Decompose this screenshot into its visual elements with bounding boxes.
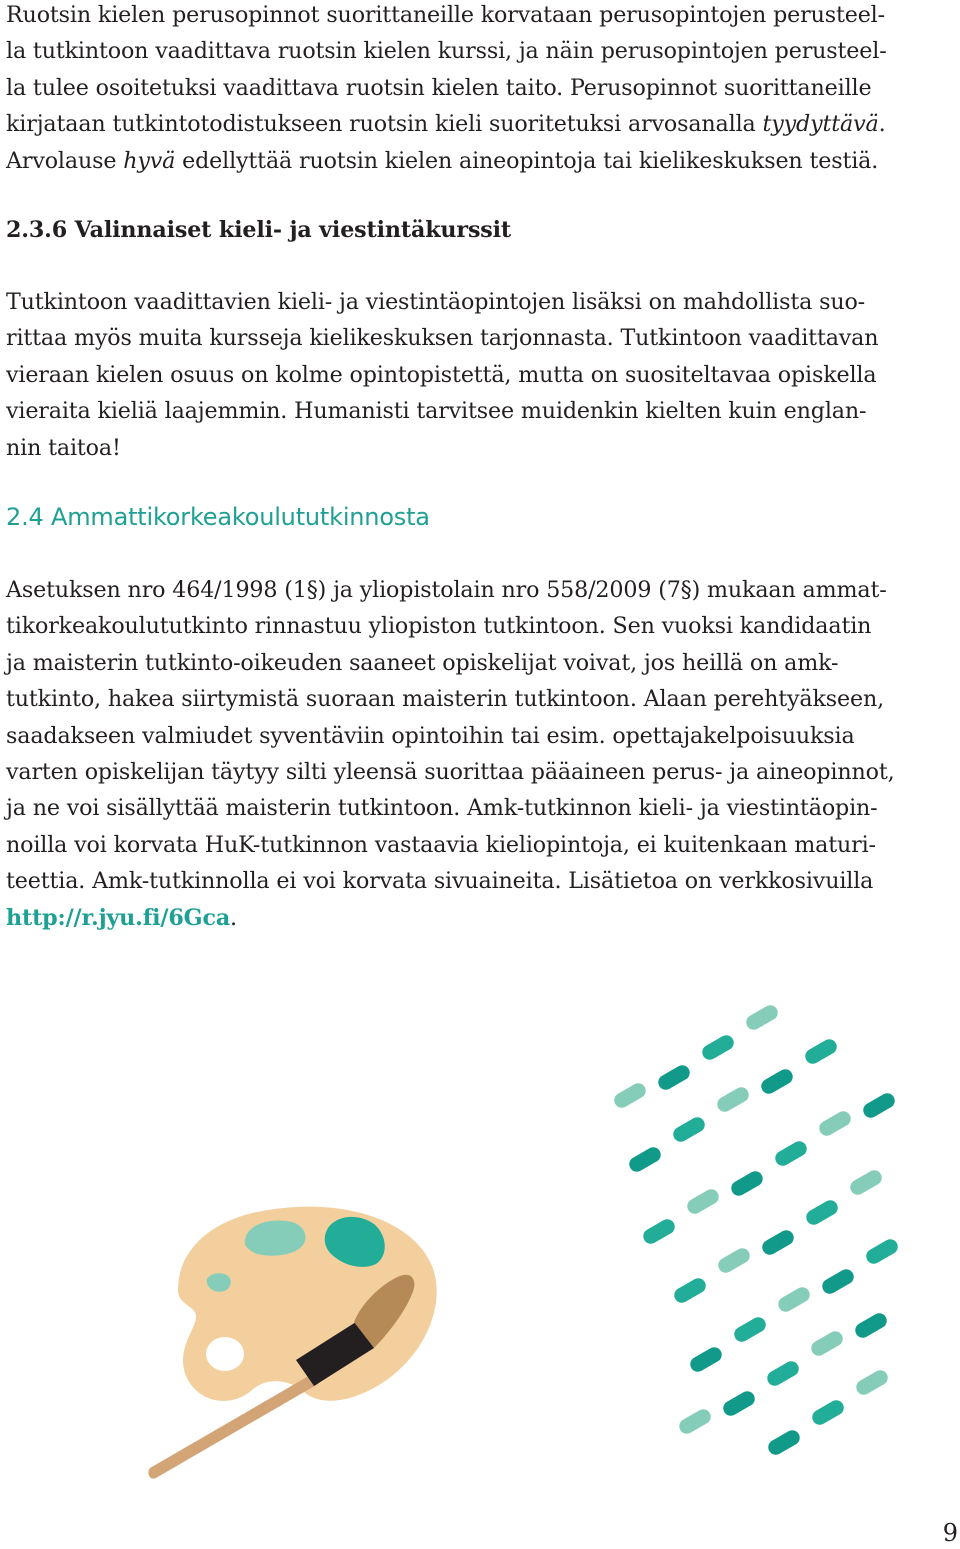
text-line: vieraita kieliä laajemmin. Humanisti tarvitsee muidenkin kielten kuin englan-: [6, 398, 867, 425]
paint-dash: [700, 1033, 737, 1063]
text-line: rittaa myös muita kursseja kielikeskuksen tarjonnasta. Tutkintoon vaadittavan: [6, 325, 879, 352]
section-paragraph: [6, 572, 956, 936]
text-line: ja maisterin tutkinto-oikeuden saaneet opiskelijat voivat, jos heillä on amk-: [6, 649, 839, 676]
paint-dash: [612, 1081, 649, 1111]
text-line: Ruotsin kielen perusopinnot suorittaneille korvataan perusopintojen perusteel-: [6, 2, 885, 28]
paint-dash: [688, 1345, 725, 1375]
page-number: 9: [942, 1519, 958, 1547]
text-line: noilla voi korvata HuK-tutkinnon vastaavia kieliopintoja, ei kuitenkaan maturi-: [6, 831, 876, 858]
paint-dash: [773, 1139, 810, 1169]
grade-term-good: hyvä: [123, 147, 176, 174]
text-line: la tutkintoon vaadittava ruotsin kielen kurssi, ja näin perusopintojen perusteel-: [6, 38, 887, 65]
paint-dash: [672, 1276, 709, 1306]
text-line: saadakseen valmiudet syventäviin opintoihin tai esim. opettajakelpoisuuksia: [6, 722, 855, 749]
paint-dash: [864, 1237, 901, 1267]
grade-term-satisfactory: tyydyttävä: [762, 111, 879, 138]
paint-dash: [721, 1389, 758, 1419]
paint-dash: [803, 1037, 840, 1067]
paint-dash: [685, 1187, 722, 1217]
paint-dash: [853, 1311, 890, 1341]
paint-dash: [716, 1246, 753, 1276]
paint-dash: [766, 1428, 803, 1458]
paint-stroke-dashes: [612, 1003, 901, 1458]
paint-dash: [671, 1115, 708, 1145]
paint-dash: [677, 1407, 714, 1437]
paint-dash: [861, 1091, 898, 1121]
more-info-link[interactable]: http://r.jyu.fi/6Gca: [6, 904, 231, 931]
intro-paragraph: [6, 0, 956, 179]
subsection-heading: 2.3.6 Valinnaiset kieli- ja viestintäkurssit: [6, 217, 512, 243]
paint-dash: [760, 1228, 797, 1258]
paint-dash: [776, 1285, 813, 1315]
text-line: Tutkintoon vaadittavien kieli- ja viestintäopintojen lisäksi on mahdollista suo-: [6, 289, 866, 315]
text-line: Arvolause hyvä edellyttää ruotsin kielen aineopintoja tai kielikeskuksen testiä.: [6, 147, 879, 174]
text-line: http://r.jyu.fi/6Gca.: [6, 904, 237, 931]
paint-dash: [729, 1169, 766, 1199]
paint-dash: [715, 1085, 752, 1115]
text-line: tutkinto, hakea siirtymistä suoraan maisterin tutkintoon. Alaan perehtyäkseen,: [6, 686, 885, 713]
paint-dash: [848, 1168, 885, 1198]
paint-dash: [820, 1267, 857, 1297]
paint-palette-illustration: [0, 980, 960, 1520]
paint-dash: [804, 1198, 841, 1228]
paint-dash: [732, 1315, 769, 1345]
text-line: tikorkeakoulututkinto rinnastuu yliopiston tutkintoon. Sen vuoksi kandidaatin: [6, 613, 872, 640]
text-line: vieraan kielen osuus on kolme opintopistettä, mutta on suositeltavaa opiskella: [6, 361, 877, 388]
text-line: la tulee osoitetuksi vaadittava ruotsin kielen taito. Perusopinnot suorittaneille: [6, 74, 872, 101]
paint-dash: [765, 1359, 802, 1389]
subsection-paragraph: [6, 284, 956, 466]
text-line: teettia. Amk-tutkinnolla ei voi korvata sivuaineita. Lisätietoa on verkkosivuilla: [6, 868, 874, 895]
section-heading: 2.4 Ammattikorkeakoulututkinnosta: [6, 503, 430, 531]
paint-dash: [817, 1109, 854, 1139]
paint-dash: [759, 1067, 796, 1097]
paint-dash: [810, 1398, 847, 1428]
text-line: Asetuksen nro 464/1998 (1§) ja yliopistolain nro 558/2009 (7§) mukaan ammat-: [6, 577, 887, 603]
palette-thumb-hole: [206, 1337, 244, 1371]
text-line: nin taitoa!: [6, 434, 121, 461]
text-line: varten opiskelijan täytyy silti yleensä suorittaa pääaineen perus- ja aineopinnot,: [6, 759, 895, 786]
paint-dash: [627, 1145, 664, 1175]
paint-dash: [809, 1329, 846, 1359]
paint-dash: [744, 1003, 781, 1033]
text-line: kirjataan tutkintotodistukseen ruotsin kieli suoritetuksi arvosanalla tyydyttävä.: [6, 111, 886, 138]
paint-dash: [854, 1368, 891, 1398]
paint-dash: [656, 1063, 693, 1093]
paint-dash: [641, 1217, 678, 1247]
text-line: ja ne voi sisällyttää maisterin tutkintoon. Amk-tutkinnon kieli- ja viestintäopin-: [6, 795, 878, 822]
